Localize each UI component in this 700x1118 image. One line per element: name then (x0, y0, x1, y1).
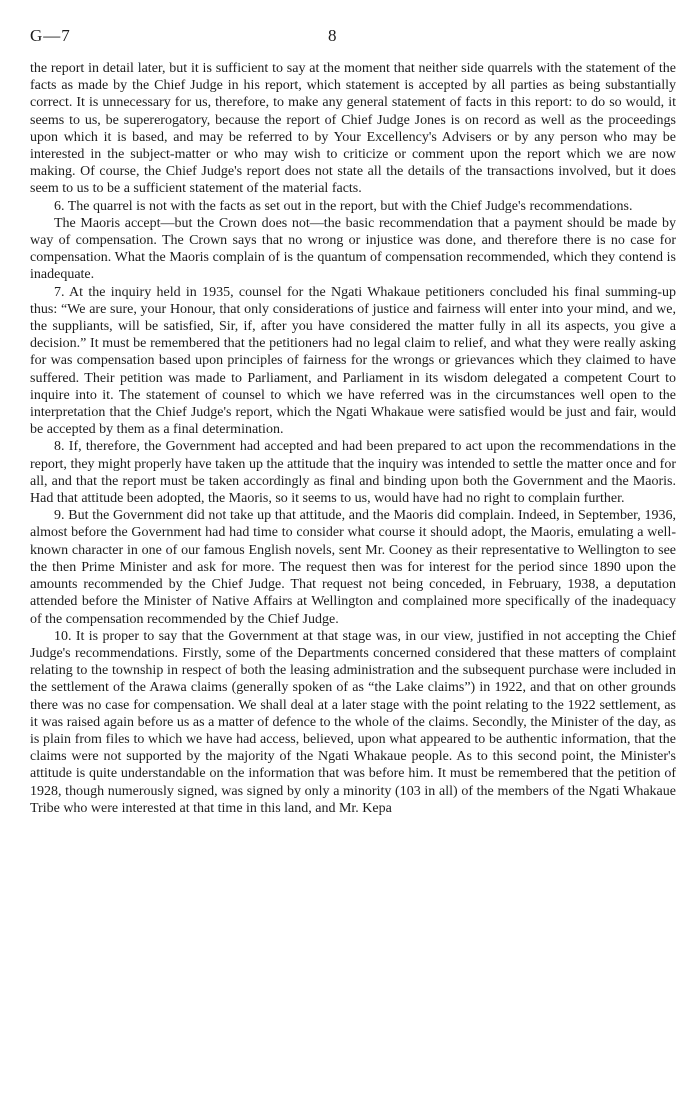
paragraph-6-continued: The Maoris accept—but the Crown does not—the basic recommendation that a payment should be made by way of compensation. The Crown says that no wrong or injustice was done, and therefore there is no case for compensation. What the Maoris complain of is the quantum of compensation recommended, which they contend is inadequate. (30, 215, 676, 283)
page-header (30, 26, 676, 60)
paragraph-7: 7. At the inquiry held in 1935, counsel for the Ngati Whakaue petitioners concluded his final summing-up thus: “We are sure, your Honour, that only considerations of justice and fairness will enter into your mind, and we, the suppliants, will be satisfied, Sir, if, after you have considered the matter fully in all its aspects, you give a decision.” It must be remembered that the petitioners had no legal claim to relief, and what they were really asking for was compensation based upon principles of fairness for the wrongs or grievances which they claimed to have suffered. Their petition was made to Parliament, and Parliament in its wisdom delegated a competent Court to inquire into it. The statement of counsel to which we have referred was in the circumstances well open to the interpretation that the Chief Judge's report, which the Ngati Whakaue were satisfied would be just and fair, would be accepted by them as a final determination. (30, 284, 676, 438)
paragraph-6: 6. The quarrel is not with the facts as set out in the report, but with the Chief Judge's recommendations. (54, 198, 633, 214)
paragraph-10: 10. It is proper to say that the Government at that stage was, in our view, justified in not accepting the Chief Judge's recommendations. Firstly, some of the Departments concerned considered that these matters of complaint relating to the township in respect of both the leasing administration and the subsequent purchase were included in the settlement of the Arawa claims (generally spoken of as “the Lake claims”) in 1922, and that on other grounds there was no case for compensation. We shall deal at a later stage with the point relating to the 1922 settlement, as it was raised again before us as a matter of defence to the whole of the claims. Secondly, the Minister of the day, as is plain from files to which we have had access, believed, upon what appeared to be authentic information, that the claims were not supported by the majority of the Ngati Whakaue people. As to this second point, the Minister's attitude is quite understandable on the information that was before him. It must be remembered that the petition of 1928, though numerously signed, was signed by only a minority (103 in all) of the members of the Ngati Whakaue Tribe who were interested at that time in this land, and Mr. Kepa (30, 628, 676, 816)
paragraph-continuation: the report in detail later, but it is sufficient to say at the moment that neither side quarrels with the statement of the facts as made by the Chief Judge in his report, which statement is accepted by all parties as being substantially correct. It is unnecessary for us, therefore, to make any general statement of facts in this report: to do so would, it seems to us, be supererogatory, because the report of Chief Judge Jones is on record as well as the proceedings upon which it is based, and may be referred to by Your Excellency's Advisers or by any person who may be interested in the subject-matter or who may wish to criticize or comment upon the report which we are now making. Of course, the Chief Judge's report does not state all the details of the transactions involved, but it does seem to us to be a sufficient statement of the material facts. (30, 61, 676, 197)
paragraph-8: 8. If, therefore, the Government had accepted and had been prepared to act upon the recommendations in the report, they might properly have taken up the attitude that the inquiry was intended to settle the matter once and for all, and that the report must be taken accordingly as final and binding upon both the Government and the Maoris. Had that attitude been adopted, the Maoris, so it seems to us, would have had no right to complain further. (30, 439, 676, 507)
document-reference: G—7 (30, 26, 71, 45)
paragraph-9: 9. But the Government did not take up that attitude, and the Maoris did complain. Indeed, in September, 1936, almost before the Government had had time to consider what course it should adopt, the Maoris, emulating a well-known character in one of our famous English novels, sent Mr. Cooney as their representative to Wellington to see the then Prime Minister and ask for more. The request then was for interest for the period since 1890 upon the amounts recommended by the Chief Judge. That request not being conceded, in February, 1938, a deputation attended before the Minister of Native Affairs at Wellington and complained more specifically of the inadequacy of the compensation recommended by the Chief Judge. (30, 508, 676, 627)
page-number: 8 (328, 26, 337, 45)
document-body (30, 60, 676, 817)
